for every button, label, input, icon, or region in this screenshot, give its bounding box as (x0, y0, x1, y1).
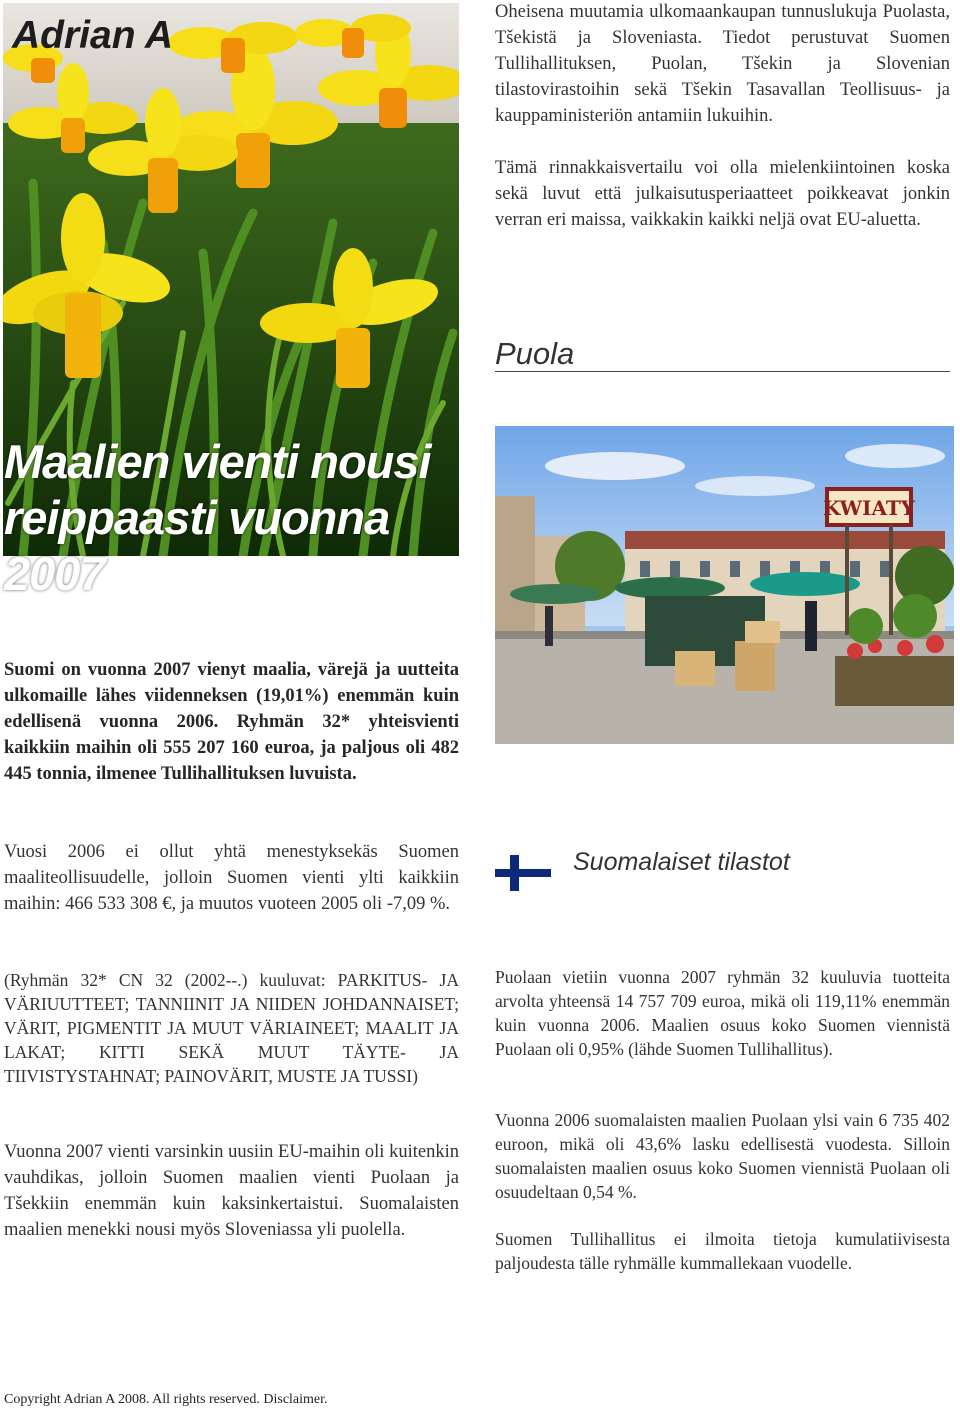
market-square-photo (495, 426, 954, 744)
kwiaty-sign: KWIATY (822, 496, 916, 520)
section-heading-finnish-stats: Suomalaiset tilastot (573, 848, 790, 876)
copyright-footer: Copyright Adrian A 2008. All rights reserved. Disclaimer. (4, 1392, 328, 1407)
finland-flag-icon (495, 855, 551, 891)
finnish-stats-paragraph-2: Vuonna 2006 suomalaisten maalien Puolaan ylsi vain 6 735 402 euroon, mikä oli 43,6% lasku edellisestä vuodesta. Silloin suomalaisten maalien osuus koko Suomen viennistä Puolaan oli osuudeltaan 0,54 %. (495, 1110, 950, 1202)
body-paragraph-1: Vuosi 2006 ei ollut yhtä menestyksekäs Suomen maaliteollisuudelle, jolloin Suomen vienti ylti kaikkiin maihin: 466 533 308 €, ja muutos vuoteen 2005 oli -7,09 %. (4, 842, 459, 914)
section-heading-puola: Puola (495, 337, 950, 372)
intro-paragraph-1: Oheisena muutamia ulkomaankaupan tunnuslukuja Puolasta, Tšekistä ja Sloveniasta. Tiedot perustuvat Suomen Tullihallituksen, Puolan, Tšekin ja Slovenian tilastovirastoihin sekä Tšekin Tasavallan Teollisuus- ja kauppaministeriön antamiin lukuihin. (495, 2, 950, 126)
lead-paragraph: Suomi on vuonna 2007 vienyt maalia, värejä ja uutteita ulkomaille lähes viidenneksen (19,01%) enemmän kuin edellisenä vuonna 2006. Ryhmän 32* yhteisvienti kaikkiin maihin oli 555 207 160 euroa, ja paljous oli 482 445 tonnia, ilmenee Tullihallituksen luvuista. (4, 660, 459, 784)
finnish-stats-paragraph-1: Puolaan vietiin vuonna 2007 ryhmän 32 kuuluvia tuotteita arvolta yhteensä 14 757 709 euroa, mikä oli 119,11% enemmän kuin vuonna 2006. Maalien osuus koko Suomen viennistä Puolaan oli 0,95% (lähde Suomen Tullihallitus). (495, 967, 950, 1059)
headline (4, 434, 459, 602)
intro-paragraph-2: Tämä rinnakkaisvertailu voi olla mielenkiintoinen koska sekä luvut että julkaisutusperiaatteet poikkeavat jonkin verran eri maissa, vaikkakin kaikki neljä ovat EU-aluetta. (495, 158, 950, 230)
author-name: Adrian A (12, 14, 174, 57)
headline-line-2: reippaasti vuonna 2007 (4, 491, 390, 600)
finnish-stats-paragraph-3: Suomen Tullihallitus ei ilmoita tietoja kumulatiivisesta paljoudesta tälle ryhmälle kummallekaan vuodelle. (495, 1229, 950, 1273)
body-paragraph-3: Vuonna 2007 vienti varsinkin uusiin EU-maihin oli kuitenkin vauhdikas, jolloin Suomen maalien vienti Puolaan ja Tšekkiin enemmän kuin kaksinkertaistui. Suomalaisten maalien menekki nousi myös Sloveniassa yli puolella. (4, 1142, 459, 1240)
headline-line-1: Maalien vienti nousi (4, 435, 431, 488)
group-32-definition: (Ryhmän 32* CN 32 (2002--.) kuuluvat: PARKITUS- JA VÄRIUUTTEET; TANNIINIT JA NIIDEN JOHDANNAISET; VÄRIT, PIGMENTIT JA MUUT VÄRIAINEET; MAALIT JA LAKAT; KITTI SEKÄ MUUT TÄYTE- JA TIIVISTYSTAHNAT; PAINOVÄRIT, MUSTE JA TUSSI) (4, 970, 459, 1086)
